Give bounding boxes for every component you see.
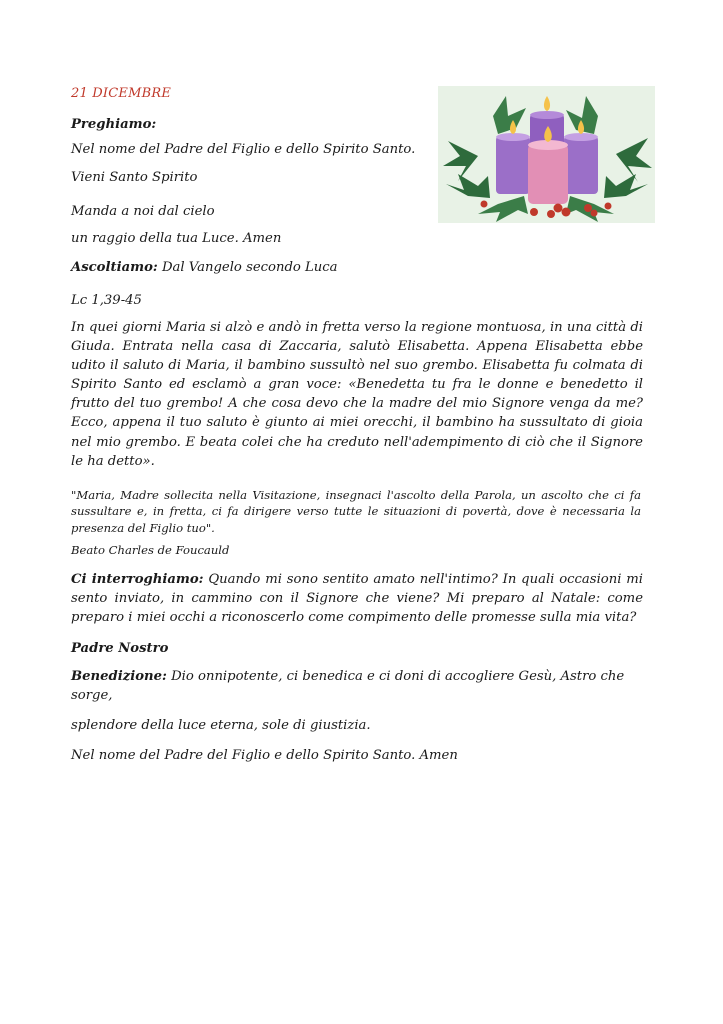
- benedizione-heading: Benedizione:: [71, 669, 167, 684]
- ascoltiamo-line: [71, 258, 338, 277]
- advent-candles-illustration: [438, 86, 655, 223]
- date-heading: 21 DICEMBRE: [71, 86, 172, 101]
- preghiamo-line-4: un raggio della tua Luce. Amen: [71, 231, 282, 246]
- interroghiamo-paragraph: [71, 570, 643, 627]
- quote-text: "Maria, Madre sollecita nella Visitazione, insegnaci l'ascolto della Parola, un ascolto che ci fa sussultare e, in fretta, ci fa dirigere verso tutte le situazioni di povertà, dove è necessaria la presenza del Figlio tuo".: [71, 488, 641, 535]
- padre-nostro-heading: Padre Nostro: [71, 641, 169, 656]
- ascoltiamo-text: Dal Vangelo secondo Luca: [157, 260, 338, 275]
- benedizione-text: Dio onnipotente, ci benedica e ci doni di accogliere Gesù, Astro che sorge,: [71, 669, 625, 704]
- interroghiamo-text: Quando mi sono sentito amato nell'intimo? In quali occasioni mi sento inviato, in cammino con il Signore che viene? Mi preparo al Natale: come preparo i miei occhi a riconoscerlo come compimento delle promesse sulla mia vita?: [71, 572, 643, 626]
- benedizione-paragraph: [71, 667, 651, 705]
- preghiamo-heading: Preghiamo:: [71, 117, 157, 132]
- gospel-text: In quei giorni Maria si alzò e andò in fretta verso la regione montuosa, in una città di Giuda. Entrata nella casa di Zaccaria, salutò Elisabetta. Appena Elisabetta ebbe udito il saluto di Maria, il bambino sussultò nel suo grembo. Elisabetta fu colmata di Spirito Santo ed esclamò a gran voce: «Benedetta tu fra le donne e benedetto il frutto del tuo grembo! A che cosa devo che la madre del mio Signore venga da me? Ecco, appena il tuo saluto è giunto ai miei orecchi, il bambino ha sussultato di gioia nel mio grembo. E beata colei che ha creduto nell'adempimento di ciò che il Signore le ha detto».: [71, 320, 643, 469]
- preghiamo-line-1: Nel nome del Padre del Figlio e dello Spirito Santo.: [71, 142, 416, 157]
- quote-author: Beato Charles de Foucauld: [71, 543, 230, 557]
- interroghiamo-heading: Ci interroghiamo:: [71, 572, 204, 587]
- preghiamo-line-3: Manda a noi dal cielo: [71, 204, 215, 219]
- preghiamo-line-2: Vieni Santo Spirito: [71, 170, 198, 185]
- benedizione-line-3: Nel nome del Padre del Figlio e dello Spirito Santo. Amen: [71, 748, 458, 763]
- benedizione-line-2: splendore della luce eterna, sole di giustizia.: [71, 718, 371, 733]
- gospel-reference: Lc 1,39-45: [71, 293, 142, 308]
- ascoltiamo-heading: Ascoltiamo:: [71, 260, 158, 275]
